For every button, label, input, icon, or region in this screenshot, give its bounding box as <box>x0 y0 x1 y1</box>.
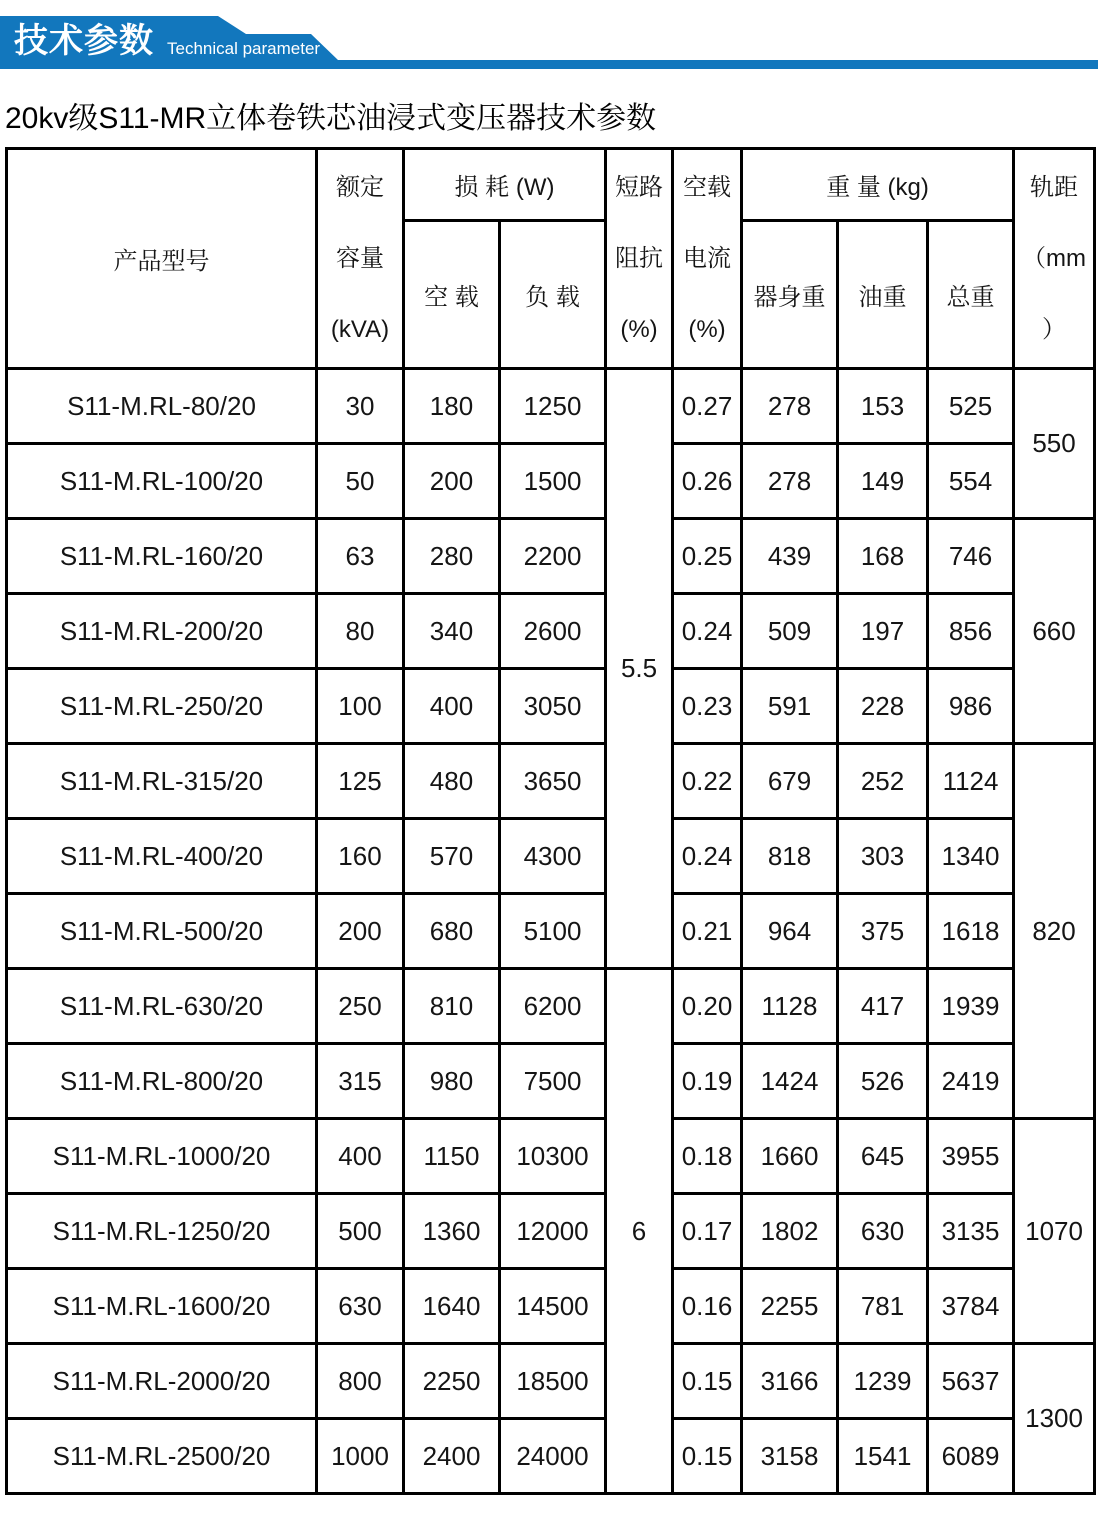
table-row <box>7 669 1095 744</box>
body-weight-cell: 439 <box>742 519 838 594</box>
no-load-loss-cell: 280 <box>404 519 500 594</box>
impedance-cell: 5.5 <box>606 369 673 969</box>
capacity-cell: 630 <box>317 1269 404 1344</box>
body-weight-cell: 3166 <box>742 1344 838 1419</box>
header-weight-oil: 油重 <box>838 221 928 369</box>
header-rated-capacity-line3: (kVA) <box>330 316 390 343</box>
no-load-current-cell: 0.21 <box>673 894 742 969</box>
oil-weight-cell: 630 <box>838 1194 928 1269</box>
capacity-cell: 80 <box>317 594 404 669</box>
header-track-gauge-line2: （mm <box>1022 245 1087 272</box>
page-title: 20kv级S11-MR立体卷铁芯油浸式变压器技术参数 <box>5 102 657 135</box>
header-impedance-line2: 阻抗 <box>615 245 664 272</box>
header-impedance <box>606 149 673 369</box>
table-row <box>7 1269 1095 1344</box>
table-row <box>7 894 1095 969</box>
model-cell: S11-M.RL-80/20 <box>7 369 317 444</box>
header-product-model: 产品型号 <box>7 149 317 369</box>
header-weight-group: 重 量 (kg) <box>742 149 1014 221</box>
capacity-cell: 100 <box>317 669 404 744</box>
no-load-loss-cell: 810 <box>404 969 500 1044</box>
capacity-cell: 400 <box>317 1119 404 1194</box>
banner-title-en: Technical parameter <box>167 39 321 58</box>
total-weight-cell: 1618 <box>928 894 1014 969</box>
header-track-gauge-line3: ） <box>1042 316 1067 343</box>
table-row <box>7 744 1095 819</box>
oil-weight-cell: 375 <box>838 894 928 969</box>
total-weight-cell: 5637 <box>928 1344 1014 1419</box>
header-weight-body: 器身重 <box>742 221 838 369</box>
oil-weight-cell: 1239 <box>838 1344 928 1419</box>
table-row <box>7 819 1095 894</box>
total-weight-cell: 856 <box>928 594 1014 669</box>
no-load-loss-cell: 1360 <box>404 1194 500 1269</box>
table-row <box>7 1419 1095 1494</box>
capacity-cell: 125 <box>317 744 404 819</box>
oil-weight-cell: 417 <box>838 969 928 1044</box>
track-gauge-cell: 550 <box>1014 369 1095 519</box>
header-track-gauge <box>1014 149 1095 369</box>
oil-weight-cell: 526 <box>838 1044 928 1119</box>
header-rated-capacity-line2: 容量 <box>336 245 384 272</box>
capacity-cell: 30 <box>317 369 404 444</box>
total-weight-cell: 3784 <box>928 1269 1014 1344</box>
header-weight-total: 总重 <box>928 221 1014 369</box>
total-weight-cell: 3135 <box>928 1194 1014 1269</box>
total-weight-cell: 6089 <box>928 1419 1014 1494</box>
capacity-cell: 250 <box>317 969 404 1044</box>
banner-ribbon-polygon <box>0 16 1098 69</box>
model-cell: S11-M.RL-100/20 <box>7 444 317 519</box>
capacity-cell: 63 <box>317 519 404 594</box>
oil-weight-cell: 153 <box>838 369 928 444</box>
load-loss-cell: 5100 <box>500 894 606 969</box>
no-load-current-cell: 0.27 <box>673 369 742 444</box>
no-load-current-cell: 0.26 <box>673 444 742 519</box>
body-weight-cell: 278 <box>742 369 838 444</box>
body-weight-cell: 2255 <box>742 1269 838 1344</box>
header-loss-no-load: 空 载 <box>404 221 500 369</box>
load-loss-cell: 14500 <box>500 1269 606 1344</box>
header-impedance-line1: 短路 <box>615 174 664 201</box>
capacity-cell: 315 <box>317 1044 404 1119</box>
total-weight-cell: 986 <box>928 669 1014 744</box>
no-load-current-cell: 0.18 <box>673 1119 742 1194</box>
total-weight-cell: 2419 <box>928 1044 1014 1119</box>
body-weight-cell: 818 <box>742 819 838 894</box>
oil-weight-cell: 781 <box>838 1269 928 1344</box>
no-load-current-cell: 0.23 <box>673 669 742 744</box>
load-loss-cell: 7500 <box>500 1044 606 1119</box>
no-load-loss-cell: 180 <box>404 369 500 444</box>
load-loss-cell: 3050 <box>500 669 606 744</box>
header-loss-group: 损 耗 (W) <box>404 149 606 221</box>
header-loss-load: 负 载 <box>500 221 606 369</box>
total-weight-cell: 3955 <box>928 1119 1014 1194</box>
oil-weight-cell: 197 <box>838 594 928 669</box>
no-load-loss-cell: 200 <box>404 444 500 519</box>
model-cell: S11-M.RL-2000/20 <box>7 1344 317 1419</box>
total-weight-cell: 525 <box>928 369 1014 444</box>
table-row <box>7 594 1095 669</box>
no-load-loss-cell: 2400 <box>404 1419 500 1494</box>
banner-title-cn: 技术参数 <box>14 22 154 60</box>
model-cell: S11-M.RL-630/20 <box>7 969 317 1044</box>
model-cell: S11-M.RL-160/20 <box>7 519 317 594</box>
track-gauge-cell: 1300 <box>1014 1344 1095 1494</box>
body-weight-cell: 1660 <box>742 1119 838 1194</box>
no-load-loss-cell: 570 <box>404 819 500 894</box>
no-load-loss-cell: 340 <box>404 594 500 669</box>
capacity-cell: 50 <box>317 444 404 519</box>
load-loss-cell: 1500 <box>500 444 606 519</box>
body-weight-cell: 591 <box>742 669 838 744</box>
table-row <box>7 1119 1095 1194</box>
header-no-load-current-line1: 空载 <box>683 174 732 201</box>
section-banner <box>0 0 1098 70</box>
header-rated-capacity <box>317 149 404 369</box>
header-rated-capacity-line1: 额定 <box>336 174 384 201</box>
table-row <box>7 1344 1095 1419</box>
model-cell: S11-M.RL-1000/20 <box>7 1119 317 1194</box>
no-load-current-cell: 0.17 <box>673 1194 742 1269</box>
body-weight-cell: 1802 <box>742 1194 838 1269</box>
model-cell: S11-M.RL-500/20 <box>7 894 317 969</box>
no-load-current-cell: 0.22 <box>673 744 742 819</box>
table-row <box>7 1194 1095 1269</box>
load-loss-cell: 3650 <box>500 744 606 819</box>
body-weight-cell: 278 <box>742 444 838 519</box>
capacity-cell: 160 <box>317 819 404 894</box>
load-loss-cell: 1250 <box>500 369 606 444</box>
oil-weight-cell: 1541 <box>838 1419 928 1494</box>
load-loss-cell: 2200 <box>500 519 606 594</box>
load-loss-cell: 6200 <box>500 969 606 1044</box>
body-weight-cell: 679 <box>742 744 838 819</box>
no-load-current-cell: 0.19 <box>673 1044 742 1119</box>
no-load-loss-cell: 980 <box>404 1044 500 1119</box>
model-cell: S11-M.RL-400/20 <box>7 819 317 894</box>
load-loss-cell: 24000 <box>500 1419 606 1494</box>
header-no-load-current-line2: 电流 <box>683 245 732 272</box>
no-load-current-cell: 0.24 <box>673 594 742 669</box>
impedance-cell: 6 <box>606 969 673 1494</box>
load-loss-cell: 10300 <box>500 1119 606 1194</box>
table-row <box>7 444 1095 519</box>
total-weight-cell: 1939 <box>928 969 1014 1044</box>
oil-weight-cell: 303 <box>838 819 928 894</box>
no-load-current-cell: 0.16 <box>673 1269 742 1344</box>
no-load-loss-cell: 680 <box>404 894 500 969</box>
table-row <box>7 1044 1095 1119</box>
no-load-current-cell: 0.15 <box>673 1344 742 1419</box>
header-no-load-current <box>673 149 742 369</box>
no-load-current-cell: 0.15 <box>673 1419 742 1494</box>
track-gauge-cell: 1070 <box>1014 1119 1095 1344</box>
load-loss-cell: 12000 <box>500 1194 606 1269</box>
total-weight-cell: 746 <box>928 519 1014 594</box>
total-weight-cell: 1340 <box>928 819 1014 894</box>
table-row <box>7 969 1095 1044</box>
table-row <box>7 519 1095 594</box>
model-cell: S11-M.RL-2500/20 <box>7 1419 317 1494</box>
model-cell: S11-M.RL-1600/20 <box>7 1269 317 1344</box>
oil-weight-cell: 149 <box>838 444 928 519</box>
total-weight-cell: 554 <box>928 444 1014 519</box>
header-impedance-line3: (%) <box>620 316 658 343</box>
body-weight-cell: 509 <box>742 594 838 669</box>
model-cell: S11-M.RL-250/20 <box>7 669 317 744</box>
total-weight-cell: 1124 <box>928 744 1014 819</box>
model-cell: S11-M.RL-315/20 <box>7 744 317 819</box>
no-load-current-cell: 0.24 <box>673 819 742 894</box>
oil-weight-cell: 168 <box>838 519 928 594</box>
oil-weight-cell: 252 <box>838 744 928 819</box>
parameters-table <box>5 147 1096 1495</box>
body-weight-cell: 3158 <box>742 1419 838 1494</box>
oil-weight-cell: 645 <box>838 1119 928 1194</box>
no-load-current-cell: 0.25 <box>673 519 742 594</box>
track-gauge-cell: 820 <box>1014 744 1095 1119</box>
model-cell: S11-M.RL-800/20 <box>7 1044 317 1119</box>
capacity-cell: 200 <box>317 894 404 969</box>
track-gauge-cell: 660 <box>1014 519 1095 744</box>
capacity-cell: 500 <box>317 1194 404 1269</box>
banner-ribbon-shape <box>0 0 1098 70</box>
load-loss-cell: 18500 <box>500 1344 606 1419</box>
body-weight-cell: 1128 <box>742 969 838 1044</box>
body-weight-cell: 964 <box>742 894 838 969</box>
table-row <box>7 369 1095 444</box>
no-load-loss-cell: 480 <box>404 744 500 819</box>
no-load-current-cell: 0.20 <box>673 969 742 1044</box>
header-row-top <box>7 149 1095 221</box>
header-no-load-current-line3: (%) <box>688 316 726 343</box>
load-loss-cell: 2600 <box>500 594 606 669</box>
capacity-cell: 800 <box>317 1344 404 1419</box>
load-loss-cell: 4300 <box>500 819 606 894</box>
no-load-loss-cell: 2250 <box>404 1344 500 1419</box>
body-weight-cell: 1424 <box>742 1044 838 1119</box>
no-load-loss-cell: 400 <box>404 669 500 744</box>
header-track-gauge-line1: 轨距 <box>1030 174 1079 201</box>
oil-weight-cell: 228 <box>838 669 928 744</box>
model-cell: S11-M.RL-1250/20 <box>7 1194 317 1269</box>
model-cell: S11-M.RL-200/20 <box>7 594 317 669</box>
no-load-loss-cell: 1150 <box>404 1119 500 1194</box>
capacity-cell: 1000 <box>317 1419 404 1494</box>
no-load-loss-cell: 1640 <box>404 1269 500 1344</box>
